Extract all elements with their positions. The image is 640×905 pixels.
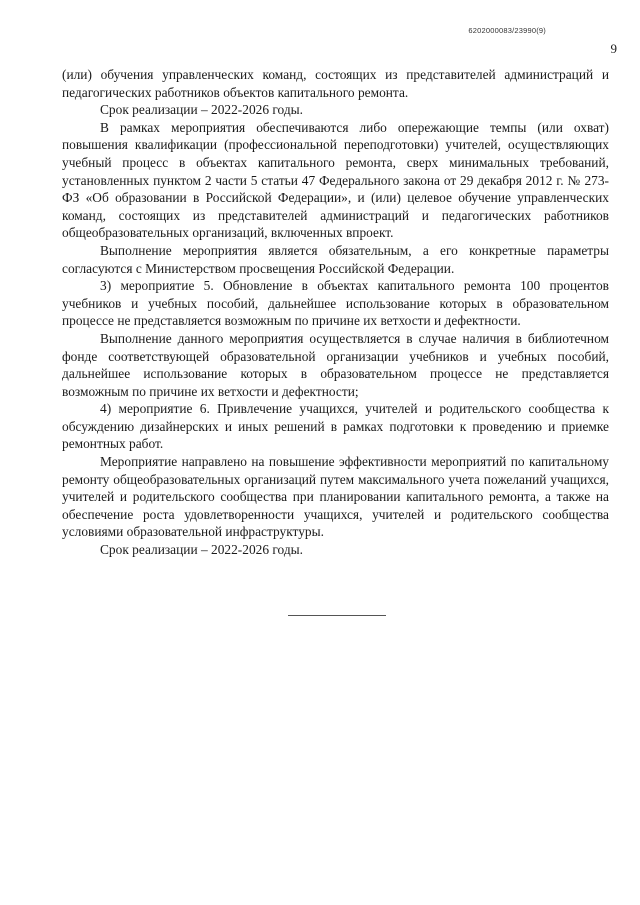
end-of-text-divider: [288, 615, 386, 616]
paragraph-measure-6-purpose: Мероприятие направлено на повышение эффективности мероприятий по капитальному ремонту общеобразовательных организаций путем максимального учета пожеланий учащихся, учителей и родительского сообщества при планировании капитального ремонта, а также на обеспечение роста удовлетворенности учащихся, учителей и родительского сообщества условиями образовательной инфраструктуры.: [62, 454, 609, 540]
paragraph-implementation-period-final: Срок реализации – 2022-2026 годы.: [100, 542, 304, 558]
paragraph-implementation-period: Срок реализации – 2022-2026 годы.: [100, 102, 304, 118]
paragraph-mandatory-execution: Выполнение мероприятия является обязательным, а его конкретные параметры согласуются с Министерством просвещения Российской Федерации.: [62, 242, 609, 276]
page-number: 9: [610, 41, 617, 56]
paragraph-training-measures: В рамках мероприятия обеспечиваются либо опережающие темпы (или охват) повышения квалификации (профессиональной переподготовки) учителей, осуществляющих учебный процесс в объектах капитального ремонта, сверх минимальных требований, установленных пунктом 2 части 5 статьи 47 Федерального закона от 29 декабря 2012 г. № 273-ФЗ «Об образовании в Российской Федерации», и (или) целевое обучение управленческих команд, состоящих из представителей администраций и педагогических работников общеобразовательных организаций, включенных впроект.: [62, 119, 609, 241]
document-body: [62, 66, 609, 559]
paragraph-measure-5: 3) мероприятие 5. Обновление в объектах капитального ремонта 100 процентов учебников и учебных пособий, дальнейшее использование которых в образовательном процессе не представляется возможным по причине их ветхости и дефектности.: [62, 278, 609, 329]
paragraph-continuation: (или) обучения управленческих команд, состоящих из представителей администраций и педагогических работников объектов капитального ремонта.: [62, 67, 609, 100]
paragraph-measure-6: 4) мероприятие 6. Привлечение учащихся, учителей и родительского сообщества к обсуждению дизайнерских и иных решений в рамках подготовки к проведению и приемке ремонтных работ.: [62, 401, 609, 452]
document-registration-number: 6202000083/23990(9): [468, 26, 546, 35]
paragraph-measure-5-condition: Выполнение данного мероприятия осуществляется в случае наличия в библиотечном фонде соответствующей образовательной организации учебников и учебных пособий, дальнейшее использование которых в образовательном процессе не представляется возможным по причине их ветхости и дефектности;: [62, 330, 609, 399]
